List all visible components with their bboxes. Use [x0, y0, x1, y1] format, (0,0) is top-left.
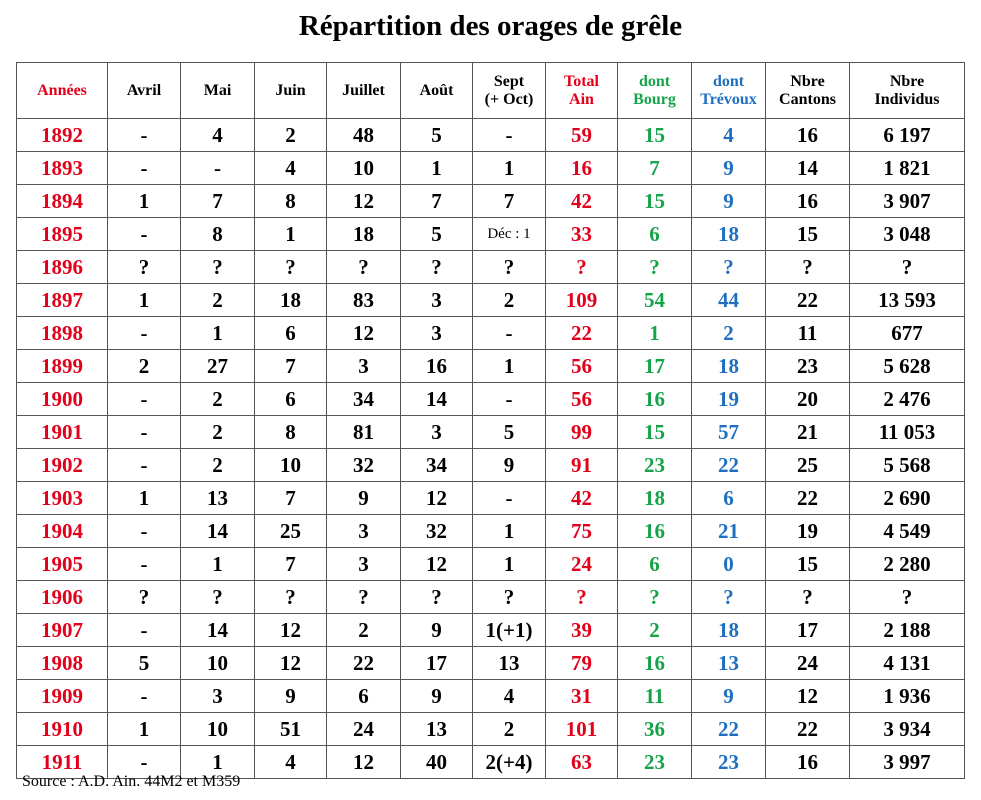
table-cell: -: [108, 548, 181, 581]
table-cell: 18: [692, 614, 766, 647]
table-cell: 20: [766, 383, 850, 416]
table-cell: 1: [618, 317, 692, 350]
table-row: [17, 317, 965, 350]
table-cell: 99: [546, 416, 618, 449]
table-cell: -: [108, 218, 181, 251]
year-cell: 1895: [17, 218, 108, 251]
table-cell: 5: [108, 647, 181, 680]
table-cell: 9: [692, 185, 766, 218]
year-cell: 1908: [17, 647, 108, 680]
table-cell: 2: [473, 284, 546, 317]
table-cell: 3: [401, 416, 473, 449]
table-cell: 2 476: [850, 383, 965, 416]
table-row: [17, 482, 965, 515]
table-cell: 1: [181, 317, 255, 350]
table-cell: ?: [255, 581, 327, 614]
table-cell: 1 936: [850, 680, 965, 713]
table-row: [17, 152, 965, 185]
year-cell: 1909: [17, 680, 108, 713]
table-cell: ?: [546, 581, 618, 614]
table-cell: -: [108, 152, 181, 185]
table-cell: 22: [766, 482, 850, 515]
table-row: [17, 680, 965, 713]
table-cell: 19: [692, 383, 766, 416]
table-cell: 12: [255, 647, 327, 680]
column-header-label: Total: [564, 72, 599, 90]
column-header: [181, 63, 255, 119]
table-cell: 22: [546, 317, 618, 350]
table-cell: 4: [181, 119, 255, 152]
table-cell: 2: [692, 317, 766, 350]
table-cell: 12: [401, 548, 473, 581]
column-header-label: Juillet: [342, 81, 385, 99]
table-cell: ?: [766, 251, 850, 284]
column-header-label: Trévoux: [700, 90, 757, 108]
table-cell: 22: [766, 284, 850, 317]
table-cell: ?: [850, 251, 965, 284]
table-cell: 24: [546, 548, 618, 581]
table-cell: 7: [473, 185, 546, 218]
year-cell: 1903: [17, 482, 108, 515]
table-cell: 5 568: [850, 449, 965, 482]
table-cell: 7: [181, 185, 255, 218]
table-cell: 32: [401, 515, 473, 548]
table-cell: 3: [327, 548, 401, 581]
table-cell: 9: [692, 152, 766, 185]
year-cell: 1897: [17, 284, 108, 317]
table-cell: 56: [546, 350, 618, 383]
table-row: [17, 251, 965, 284]
table-cell: 2: [473, 713, 546, 746]
table-cell: 22: [327, 647, 401, 680]
table-cell: 9: [473, 449, 546, 482]
table-cell: 7: [255, 548, 327, 581]
table-cell: 9: [327, 482, 401, 515]
table-cell: ?: [766, 581, 850, 614]
column-header-label: Sept: [493, 72, 525, 90]
table-cell: 63: [546, 746, 618, 779]
table-cell: 1: [473, 548, 546, 581]
column-header: [255, 63, 327, 119]
table-cell: -: [108, 614, 181, 647]
table-cell: 16: [546, 152, 618, 185]
table-cell: 1 821: [850, 152, 965, 185]
table-cell: 4 549: [850, 515, 965, 548]
table-row: [17, 218, 965, 251]
table-cell: 12: [401, 482, 473, 515]
table-cell: 2(+4): [473, 746, 546, 779]
table-cell: 16: [618, 647, 692, 680]
table-cell: -: [473, 383, 546, 416]
year-cell: 1899: [17, 350, 108, 383]
table-cell: 12: [327, 746, 401, 779]
table-cell: 2: [181, 449, 255, 482]
column-header-label: Mai: [203, 81, 232, 99]
table-cell: 13 593: [850, 284, 965, 317]
table-cell: 4 131: [850, 647, 965, 680]
table-cell: 4: [255, 746, 327, 779]
table-cell: 10: [181, 647, 255, 680]
table-cell: ?: [618, 581, 692, 614]
table-cell: 4: [255, 152, 327, 185]
table-cell: 6: [327, 680, 401, 713]
table-cell: -: [108, 119, 181, 152]
year-cell: 1893: [17, 152, 108, 185]
table-cell: 1: [401, 152, 473, 185]
column-header-label: Août: [419, 81, 454, 99]
table-cell: 2: [181, 284, 255, 317]
column-header-label: Avril: [126, 81, 162, 99]
table-cell: Déc : 1: [473, 218, 546, 251]
table-cell: 101: [546, 713, 618, 746]
year-cell: 1911: [17, 746, 108, 779]
column-header-label: Années: [37, 81, 87, 99]
table-cell: 1: [181, 548, 255, 581]
table-cell: 2: [181, 383, 255, 416]
table-cell: 34: [327, 383, 401, 416]
table-cell: 81: [327, 416, 401, 449]
table-cell: 4: [692, 119, 766, 152]
column-header: [850, 63, 965, 119]
table-cell: ?: [108, 251, 181, 284]
table-cell: -: [108, 449, 181, 482]
table-cell: 15: [618, 185, 692, 218]
table-cell: 3: [327, 350, 401, 383]
column-header: [766, 63, 850, 119]
table-cell: -: [473, 317, 546, 350]
table-cell: 16: [618, 515, 692, 548]
table-cell: -: [108, 746, 181, 779]
table-cell: 6: [618, 548, 692, 581]
table-cell: -: [108, 680, 181, 713]
table-cell: 17: [618, 350, 692, 383]
table-row: [17, 614, 965, 647]
table-cell: 14: [401, 383, 473, 416]
column-header: [108, 63, 181, 119]
table-cell: ?: [401, 251, 473, 284]
table-cell: 59: [546, 119, 618, 152]
table-cell: 5: [401, 218, 473, 251]
table-cell: 22: [692, 713, 766, 746]
table-cell: 14: [181, 515, 255, 548]
table-cell: 17: [766, 614, 850, 647]
table-row: [17, 119, 965, 152]
table-row: [17, 284, 965, 317]
table-cell: 36: [618, 713, 692, 746]
table-cell: 3: [181, 680, 255, 713]
table-cell: 18: [618, 482, 692, 515]
table-cell: 9: [401, 614, 473, 647]
table-cell: 10: [181, 713, 255, 746]
source-note: Source : A.D. Ain. 44M2 et M359: [22, 773, 241, 790]
table-cell: ?: [546, 251, 618, 284]
column-header: [401, 63, 473, 119]
table-cell: 1: [473, 350, 546, 383]
table-cell: ?: [327, 251, 401, 284]
table-cell: 18: [327, 218, 401, 251]
table-cell: 6: [255, 383, 327, 416]
table-cell: 5: [401, 119, 473, 152]
table-cell: ?: [181, 251, 255, 284]
table-cell: 34: [401, 449, 473, 482]
table-cell: 5 628: [850, 350, 965, 383]
table-cell: 11: [766, 317, 850, 350]
table-cell: 18: [255, 284, 327, 317]
table-cell: 23: [692, 746, 766, 779]
table-row: [17, 581, 965, 614]
column-header: [17, 63, 108, 119]
table-cell: -: [108, 383, 181, 416]
year-cell: 1892: [17, 119, 108, 152]
table-row: [17, 350, 965, 383]
table-cell: 6: [255, 317, 327, 350]
table-cell: 2: [255, 119, 327, 152]
table-cell: 10: [327, 152, 401, 185]
table-row: [17, 185, 965, 218]
table-cell: 9: [401, 680, 473, 713]
table-cell: 16: [766, 185, 850, 218]
year-cell: 1900: [17, 383, 108, 416]
table-cell: -: [108, 317, 181, 350]
table-cell: ?: [692, 581, 766, 614]
table-cell: 3: [327, 515, 401, 548]
table-cell: 19: [766, 515, 850, 548]
table-cell: 8: [255, 185, 327, 218]
table-row: [17, 713, 965, 746]
table-cell: 11: [618, 680, 692, 713]
year-cell: 1898: [17, 317, 108, 350]
table-cell: 39: [546, 614, 618, 647]
column-header-label: dont: [712, 72, 745, 90]
table-cell: 1: [108, 482, 181, 515]
table-cell: 12: [327, 185, 401, 218]
table-cell: 24: [327, 713, 401, 746]
table-cell: 2 690: [850, 482, 965, 515]
table-cell: 4: [473, 680, 546, 713]
table-cell: 1: [181, 746, 255, 779]
table-row: [17, 548, 965, 581]
table-cell: ?: [473, 251, 546, 284]
table-cell: 12: [766, 680, 850, 713]
table-cell: 31: [546, 680, 618, 713]
table-cell: 91: [546, 449, 618, 482]
table-cell: 2 188: [850, 614, 965, 647]
table-cell: 24: [766, 647, 850, 680]
table-cell: 1: [255, 218, 327, 251]
table-cell: 12: [327, 317, 401, 350]
table-cell: 40: [401, 746, 473, 779]
table-cell: 1: [108, 284, 181, 317]
table-cell: -: [181, 152, 255, 185]
table-cell: 16: [766, 119, 850, 152]
table-cell: 79: [546, 647, 618, 680]
table-cell: -: [473, 482, 546, 515]
column-header: [618, 63, 692, 119]
table-cell: 1: [108, 185, 181, 218]
table-cell: 8: [181, 218, 255, 251]
table-cell: 32: [327, 449, 401, 482]
table-cell: 75: [546, 515, 618, 548]
table-cell: ?: [108, 581, 181, 614]
column-header: [692, 63, 766, 119]
column-header: [327, 63, 401, 119]
table-cell: 677: [850, 317, 965, 350]
table-cell: 25: [255, 515, 327, 548]
table-cell: 17: [401, 647, 473, 680]
column-header-label: Cantons: [779, 90, 836, 108]
table-cell: 15: [766, 548, 850, 581]
table-cell: 56: [546, 383, 618, 416]
table-header-row: [17, 63, 965, 119]
table-row: [17, 647, 965, 680]
table-cell: 23: [766, 350, 850, 383]
table-cell: 11 053: [850, 416, 965, 449]
table-cell: 8: [255, 416, 327, 449]
table-cell: 9: [255, 680, 327, 713]
table-cell: 44: [692, 284, 766, 317]
table-cell: 3 048: [850, 218, 965, 251]
table-cell: 16: [401, 350, 473, 383]
table-cell: -: [473, 119, 546, 152]
table-cell: 21: [692, 515, 766, 548]
table-cell: 1: [473, 152, 546, 185]
table-cell: ?: [255, 251, 327, 284]
column-header-label: dont: [638, 72, 671, 90]
table-cell: 16: [766, 746, 850, 779]
table-cell: 22: [766, 713, 850, 746]
table-cell: ?: [850, 581, 965, 614]
table-row: [17, 449, 965, 482]
table-cell: 2: [181, 416, 255, 449]
table-cell: ?: [327, 581, 401, 614]
year-cell: 1907: [17, 614, 108, 647]
table-cell: 1: [473, 515, 546, 548]
table-row: [17, 383, 965, 416]
year-cell: 1904: [17, 515, 108, 548]
table-cell: 83: [327, 284, 401, 317]
table-cell: 10: [255, 449, 327, 482]
table-cell: 6 197: [850, 119, 965, 152]
table-cell: 13: [401, 713, 473, 746]
table-cell: 9: [692, 680, 766, 713]
table-cell: 48: [327, 119, 401, 152]
year-cell: 1901: [17, 416, 108, 449]
table-cell: 7: [255, 350, 327, 383]
table-cell: 23: [618, 746, 692, 779]
column-header: [473, 63, 546, 119]
table-cell: 2: [327, 614, 401, 647]
table-cell: -: [108, 515, 181, 548]
table-cell: 12: [255, 614, 327, 647]
table-cell: 13: [692, 647, 766, 680]
table-row: [17, 416, 965, 449]
table-cell: 1: [108, 713, 181, 746]
column-header-label: Individus: [874, 90, 940, 108]
year-cell: 1902: [17, 449, 108, 482]
table-cell: 3 907: [850, 185, 965, 218]
table-cell: 33: [546, 218, 618, 251]
table-cell: 0: [692, 548, 766, 581]
table-cell: 23: [618, 449, 692, 482]
table-cell: 109: [546, 284, 618, 317]
table-cell: 5: [473, 416, 546, 449]
table-cell: 42: [546, 482, 618, 515]
column-header: [546, 63, 618, 119]
table-row: [17, 515, 965, 548]
column-header-label: (+ Oct): [484, 90, 534, 108]
table-cell: 6: [618, 218, 692, 251]
hail-storms-table: [16, 62, 965, 779]
year-cell: 1906: [17, 581, 108, 614]
table-cell: ?: [401, 581, 473, 614]
table-cell: 15: [618, 416, 692, 449]
table-cell: 2: [618, 614, 692, 647]
table-cell: 3 934: [850, 713, 965, 746]
table-cell: 6: [692, 482, 766, 515]
table-cell: -: [108, 416, 181, 449]
column-header-label: Ain: [569, 90, 594, 108]
year-cell: 1896: [17, 251, 108, 284]
table-cell: ?: [181, 581, 255, 614]
column-header-label: Juin: [275, 81, 306, 99]
table-cell: ?: [692, 251, 766, 284]
column-header-label: Bourg: [633, 90, 676, 108]
table-cell: ?: [618, 251, 692, 284]
year-cell: 1910: [17, 713, 108, 746]
table-cell: 27: [181, 350, 255, 383]
table-cell: 13: [473, 647, 546, 680]
table-cell: 3: [401, 284, 473, 317]
table-cell: 2 280: [850, 548, 965, 581]
table-cell: 7: [618, 152, 692, 185]
table-cell: 57: [692, 416, 766, 449]
table-cell: 14: [766, 152, 850, 185]
table-cell: 1(+1): [473, 614, 546, 647]
table-cell: 2: [108, 350, 181, 383]
table-cell: 7: [401, 185, 473, 218]
table-cell: 42: [546, 185, 618, 218]
column-header-label: Nbre: [790, 72, 825, 90]
table-cell: 22: [692, 449, 766, 482]
year-cell: 1905: [17, 548, 108, 581]
table-cell: 14: [181, 614, 255, 647]
table-cell: 18: [692, 218, 766, 251]
table-cell: 13: [181, 482, 255, 515]
table-cell: 15: [618, 119, 692, 152]
table-cell: 7: [255, 482, 327, 515]
table-cell: 54: [618, 284, 692, 317]
table-cell: 25: [766, 449, 850, 482]
page-title: Répartition des orages de grêle: [298, 10, 683, 42]
table-cell: 21: [766, 416, 850, 449]
column-header-label: Nbre: [889, 72, 925, 90]
table-cell: ?: [473, 581, 546, 614]
table-cell: 15: [766, 218, 850, 251]
table-cell: 51: [255, 713, 327, 746]
table-cell: 3: [401, 317, 473, 350]
table-cell: 16: [618, 383, 692, 416]
table-cell: 3 997: [850, 746, 965, 779]
year-cell: 1894: [17, 185, 108, 218]
table-cell: 18: [692, 350, 766, 383]
